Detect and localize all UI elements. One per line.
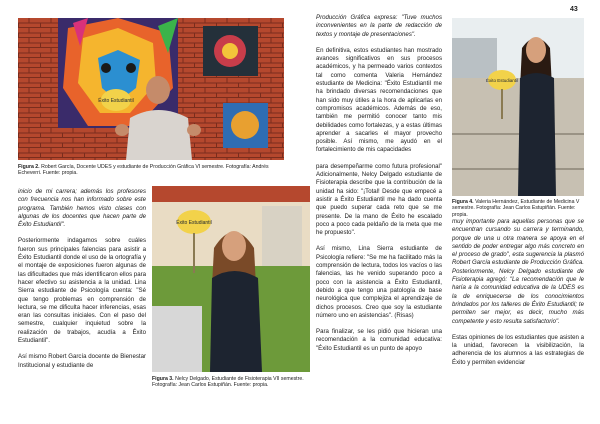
middle-paragraph-2: En definitiva, estos estudiantes han mostrado avances significativos en sus procesos académicos, y ha permeado varios contextos tal como comenta Valeria Hernández estudiante de Medicina: "Éxito Estudiantil me ha brindado diversas recomendaciones que han sido muy útiles a la hora de aplicarlas en compromisos académicos. Además de eso, también me permitió conocer tanto mis debilidades como fortalezas, y a estas últimas aprender a sacarles el mayor provecho posible. Así mismo, me ayudó en el fortalecimiento de mis capacidades bbox=[316, 46, 442, 154]
woman-figure-medicina bbox=[518, 37, 556, 196]
figure-2-caption bbox=[18, 164, 284, 177]
middle-paragraph-4: Así mismo, Lina Sierra estudiante de Psicología refiere: "Se me ha facilitado más la comprensión de lectura, todos los vacíos o las falencias, las he venido superando poco a poco con la asistencia a Éxito Estudiantil, debido a que tengo una patología de base neurológica que complejiza el aprendizaje de dichos procesos. Creo que soy la estudiante número uno en asistencias". (Risas) bbox=[316, 245, 442, 319]
figure-2-photo bbox=[18, 18, 284, 160]
figure-3-photo bbox=[152, 186, 310, 372]
sign-1-text: Éxito Estudiantil bbox=[98, 98, 134, 104]
figure-4-photo bbox=[452, 18, 584, 196]
page-number: 43 bbox=[570, 6, 578, 13]
left-paragraph-2: Posteriormente indagamos sobre cuáles fueron sus principales falencias para asistir a Éxito Estudiantil donde el uso de la ortografía y el montaje de exposiciones fueron algunas de las dificultades que más identificaron ellos para hacer efectivo su asistencia a la unidad. Lina Sierra estudiante de Psicología cuenta: "Sé que tengo problemas en comprensión de lectura, se me dificulta hacer inferencias, esas eran las consultas iniciales. Con el paso del semestre, cualquier inquietud sobre la realización de trabajos, acudía a Éxito Estudiantil". bbox=[18, 237, 146, 345]
figure-3-label: Figura 3. bbox=[152, 376, 174, 382]
middle-paragraph-1: Producción Gráfica expresa: "Tuve muchos inconvenientes en la parte de redacción de textos y montaje de presentaciones". bbox=[316, 14, 442, 38]
figure-4-text: Valeria Hernández, Estudiante de Medicina V semestre. Fotografía: Jean Carlos Estupiñán. Fuente: propia. bbox=[452, 199, 580, 218]
woman-figure-fisio bbox=[210, 231, 262, 372]
right-paragraph-2: Estas opiniones de los estudiantes que asisten a la unidad, favorecen la visibilización, la adherencia de los alumnos a las estrategias de Éxito y permiten evidenciar bbox=[452, 333, 584, 366]
left-paragraph-1: inicio de mi carrera; además los profesores con frecuencia nos han informado sobre este programa. También hemos visto clases con algunas de los docentes que hacen parte de Éxito Estudiantil". bbox=[18, 188, 146, 229]
right-column bbox=[452, 218, 584, 375]
figure-2-label: Figura 2. bbox=[18, 164, 40, 170]
right-paragraph-1: muy importante para aquellas personas que se encuentran cursando su carrera y terminando, porque de una u otra manera se apoya en el sentido de poder entregar algo más concreto en el proceso de grado", esta sugerencia la plasmó Robert García estudiante de Producción Gráfica. Posteriormente, Nelcy Delgado estudiante de Fisioterapia agregó: "La recomendación que le haría a la comunidad educativa de la UDES es la de enriquecerse de los conocimientos brindados por los talleres de Éxito Estudiantil; te permiten ser mejor, es decir, mucho más competente y esto resulta satisfactorio". bbox=[452, 218, 584, 325]
sign-3-text: Éxito Estudiantil bbox=[485, 78, 519, 83]
figure-4-label: Figura 4. bbox=[452, 199, 474, 205]
figure-2-text: Robert García, Docente UDES y estudiante de Producción Gráfica VI semestre. Fotografía: Andrés Echeverri. Fuente: propia. bbox=[18, 164, 269, 177]
left-paragraph-3: Así mismo Robert García docente de Bienestar Institucional y estudiante de bbox=[18, 353, 146, 369]
figure-3-text: Nelcy Delgado, Estudiante de Fisioterapia VII semestre. Fotografía: Jean Carlos Estupiñán. Fuente: propia. bbox=[152, 376, 304, 389]
figure-4-caption bbox=[452, 199, 584, 218]
middle-column bbox=[316, 14, 442, 361]
middle-paragraph-3: para desempeñarme como futura profesional" Adicionalmente, Nelcy Delgado estudiante de Fisioterapia describe que la contribución de la unidad ha sido: "¡Total! Desde que empecé a asistir a Éxito Estudiantil me ha dado cuenta que puedo superar cada reto que se me presente. De la mano de Éxito he escalado poco a poco cada peldaño de la meta que me he propuesto". bbox=[316, 162, 442, 237]
figure-3-caption bbox=[152, 376, 310, 389]
middle-paragraph-5: Para finalizar, se les pidió que hicieran una recomendación a la comunidad educativa: "Éxito Estudiantil es un punto de apoyo bbox=[316, 328, 442, 352]
left-column bbox=[18, 188, 146, 378]
sign-2-text: Éxito Estudiantil bbox=[176, 220, 212, 226]
